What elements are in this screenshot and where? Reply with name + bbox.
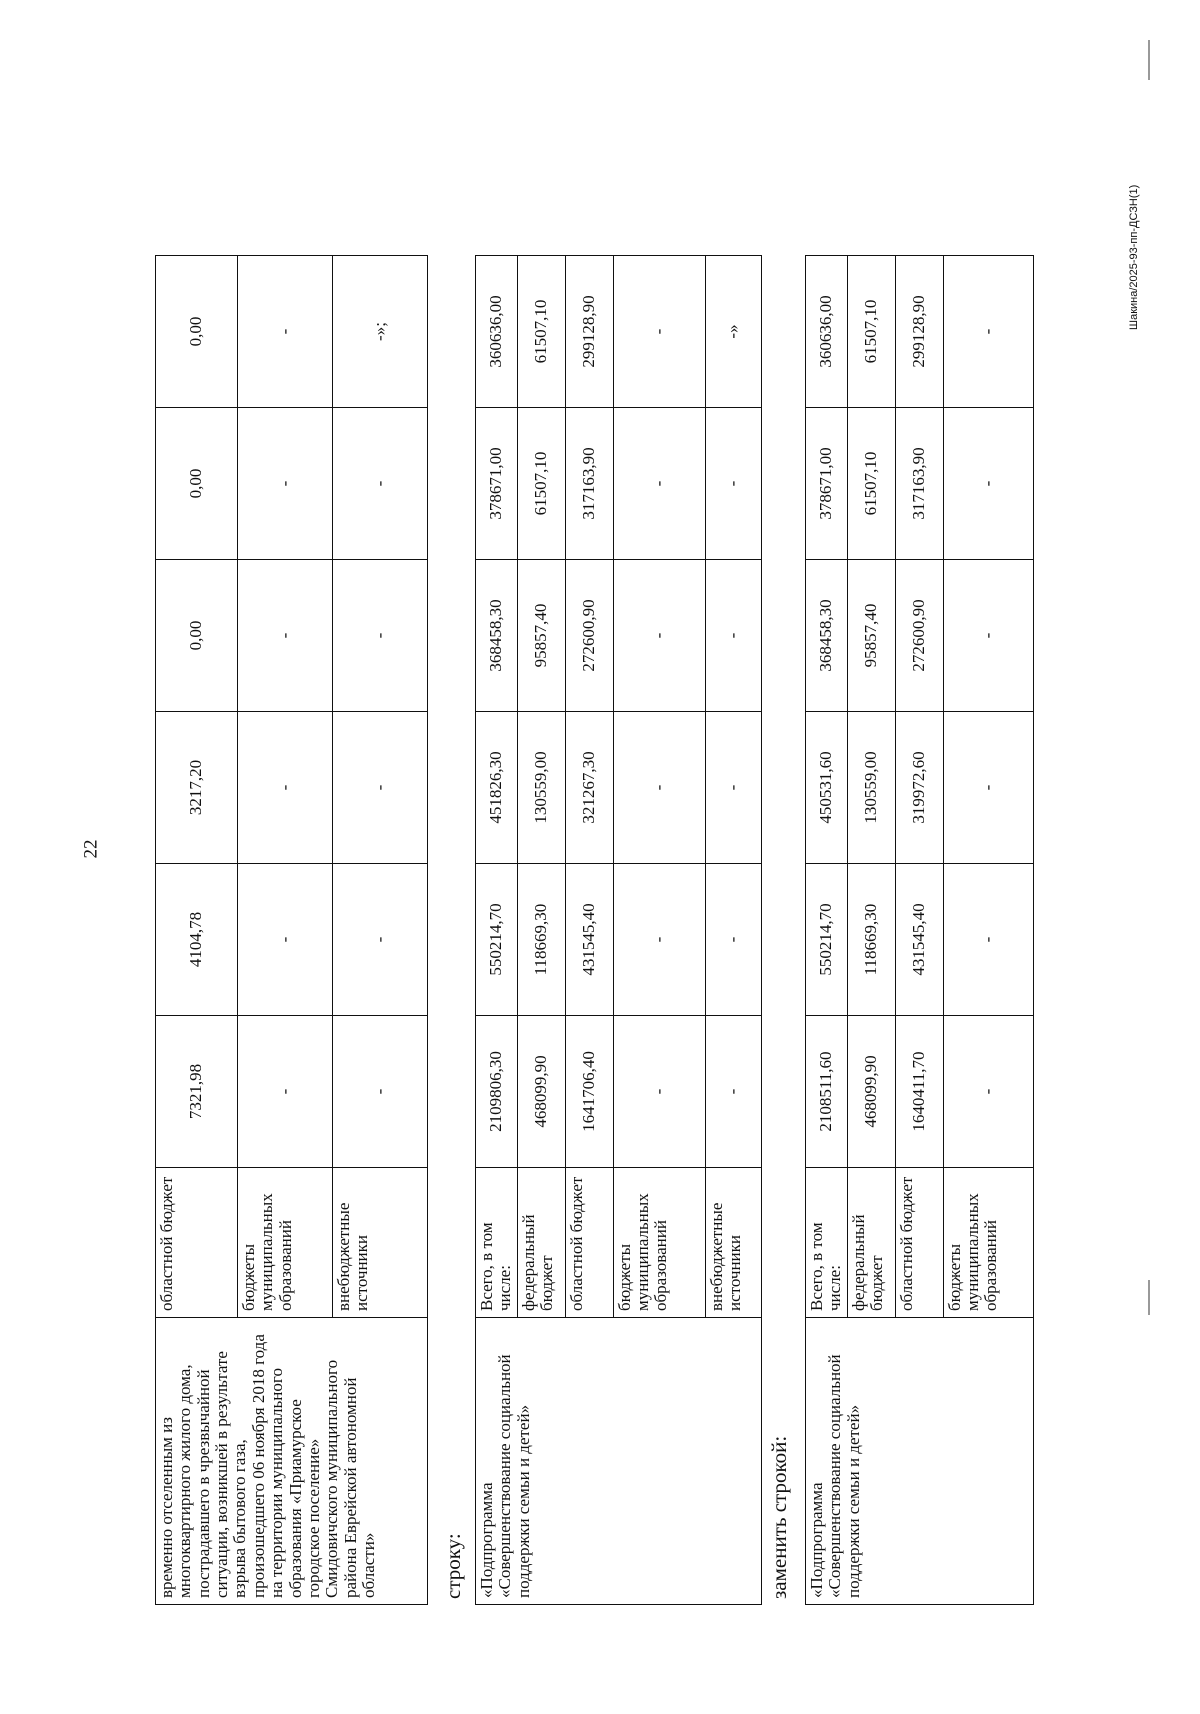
page-number: 22 — [80, 839, 102, 859]
amount-cell: 61507,10 — [847, 408, 895, 560]
amount-cell: - — [333, 864, 428, 1016]
amount-cell: - — [613, 408, 705, 560]
funding-source-cell: бюджеты муниципальных образований — [943, 1168, 1033, 1318]
amount-cell: - — [943, 408, 1033, 560]
amount-cell: 0,00 — [156, 408, 238, 560]
amount-cell: 378671,00 — [476, 408, 518, 560]
amount-cell: 321267,30 — [565, 712, 613, 864]
amount-cell: 468099,90 — [517, 1016, 565, 1168]
amount-cell: - — [705, 864, 761, 1016]
amount-cell: 7321,98 — [156, 1016, 238, 1168]
amount-cell: 61507,10 — [517, 408, 565, 560]
amount-cell: - — [705, 712, 761, 864]
amount-cell: - — [943, 864, 1033, 1016]
funding-source-cell: федеральный бюджет — [847, 1168, 895, 1318]
funding-source-cell: бюджеты муниципальных образований — [613, 1168, 705, 1318]
amount-cell: 299128,90 — [895, 256, 943, 408]
amount-cell: - — [333, 712, 428, 864]
amount-cell: - — [238, 864, 333, 1016]
amount-cell: -»; — [333, 256, 428, 408]
amount-cell: - — [238, 560, 333, 712]
amount-cell: 272600,90 — [565, 560, 613, 712]
amount-cell: 368458,30 — [476, 560, 518, 712]
funding-source-cell: Всего, в том числе: — [476, 1168, 518, 1318]
amount-cell: 317163,90 — [565, 408, 613, 560]
amount-cell: 431545,40 — [565, 864, 613, 1016]
table-row — [156, 256, 238, 1605]
amount-cell: 3217,20 — [156, 712, 238, 864]
amount-cell: 360636,00 — [806, 256, 848, 408]
amount-cell: 130559,00 — [847, 712, 895, 864]
amount-cell: - — [333, 1016, 428, 1168]
amount-cell: - — [238, 1016, 333, 1168]
table-row — [806, 256, 848, 1605]
amount-cell: - — [943, 256, 1033, 408]
funding-source-cell: бюджеты муниципальных образований — [238, 1168, 333, 1318]
amount-cell: - — [238, 256, 333, 408]
amount-cell: - — [333, 408, 428, 560]
amount-cell: - — [613, 712, 705, 864]
amount-cell: 550214,70 — [476, 864, 518, 1016]
funding-source-cell: внебюджетные источники — [333, 1168, 428, 1318]
amount-cell: - — [705, 560, 761, 712]
amount-cell: 451826,30 — [476, 712, 518, 864]
table-row — [476, 256, 518, 1605]
amount-cell: - — [943, 1016, 1033, 1168]
label-stroku: строку: — [441, 1533, 465, 1599]
funding-source-cell: федеральный бюджет — [517, 1168, 565, 1318]
amount-cell: 431545,40 — [895, 864, 943, 1016]
old-table — [475, 255, 762, 1605]
funding-source-cell: областной бюджет — [156, 1168, 238, 1318]
amount-cell: 368458,30 — [806, 560, 848, 712]
document-stamp: Шакина/2025-93-пп-ДСЗН(1) — [1128, 184, 1140, 330]
amount-cell: 1640411,70 — [895, 1016, 943, 1168]
amount-cell: -» — [705, 256, 761, 408]
top-table — [155, 255, 428, 1605]
amount-cell: 550214,70 — [806, 864, 848, 1016]
funding-source-cell: областной бюджет — [565, 1168, 613, 1318]
amount-cell: - — [943, 712, 1033, 864]
amount-cell: 61507,10 — [847, 256, 895, 408]
amount-cell: 299128,90 — [565, 256, 613, 408]
amount-cell: 319972,60 — [895, 712, 943, 864]
amount-cell: - — [943, 560, 1033, 712]
amount-cell: 2108511,60 — [806, 1016, 848, 1168]
amount-cell: - — [613, 256, 705, 408]
amount-cell: - — [613, 864, 705, 1016]
scan-mark — [1148, 1280, 1150, 1315]
amount-cell: 118669,30 — [517, 864, 565, 1016]
funding-source-cell: Всего, в том числе: — [806, 1168, 848, 1318]
amount-cell: - — [705, 408, 761, 560]
label-zamenit: заменить строкой: — [767, 1435, 791, 1599]
amount-cell: 378671,00 — [806, 408, 848, 560]
amount-cell: 317163,90 — [895, 408, 943, 560]
amount-cell: 468099,90 — [847, 1016, 895, 1168]
program-name-cell: «Подпрограмма «Совершенствование социальной поддержки семьи и детей» — [476, 1318, 762, 1605]
amount-cell: - — [238, 408, 333, 560]
program-name-cell: «Подпрограмма «Совершенствование социальной поддержки семьи и детей» — [806, 1318, 1034, 1605]
amount-cell: - — [333, 560, 428, 712]
amount-cell: 118669,30 — [847, 864, 895, 1016]
amount-cell: 0,00 — [156, 256, 238, 408]
new-table — [805, 255, 1034, 1605]
amount-cell: 130559,00 — [517, 712, 565, 864]
scan-mark — [1148, 40, 1150, 80]
amount-cell: 2109806,30 — [476, 1016, 518, 1168]
amount-cell: - — [613, 1016, 705, 1168]
amount-cell: 450531,60 — [806, 712, 848, 864]
amount-cell: 95857,40 — [847, 560, 895, 712]
amount-cell: 1641706,40 — [565, 1016, 613, 1168]
amount-cell: 272600,90 — [895, 560, 943, 712]
amount-cell: 360636,00 — [476, 256, 518, 408]
amount-cell: - — [613, 560, 705, 712]
amount-cell: - — [705, 1016, 761, 1168]
funding-source-cell: внебюджетные источники — [705, 1168, 761, 1318]
amount-cell: 0,00 — [156, 560, 238, 712]
amount-cell: 4104,78 — [156, 864, 238, 1016]
funding-source-cell: областной бюджет — [895, 1168, 943, 1318]
amount-cell: - — [238, 712, 333, 864]
rotated-content — [155, 105, 1095, 1605]
amount-cell: 95857,40 — [517, 560, 565, 712]
amount-cell: 61507,10 — [517, 256, 565, 408]
program-name-cell: временно отселенным из многоквартирного жилого дома, пострадавшего в чрезвычайной ситуации, возникшей в результате взрыва бытового газа, произошедшего 06 ноября 2018 года на территории муниципального образования «Приамурское городское поселение» Смидовичского муниципального района Еврейской автономной области» — [156, 1318, 428, 1605]
